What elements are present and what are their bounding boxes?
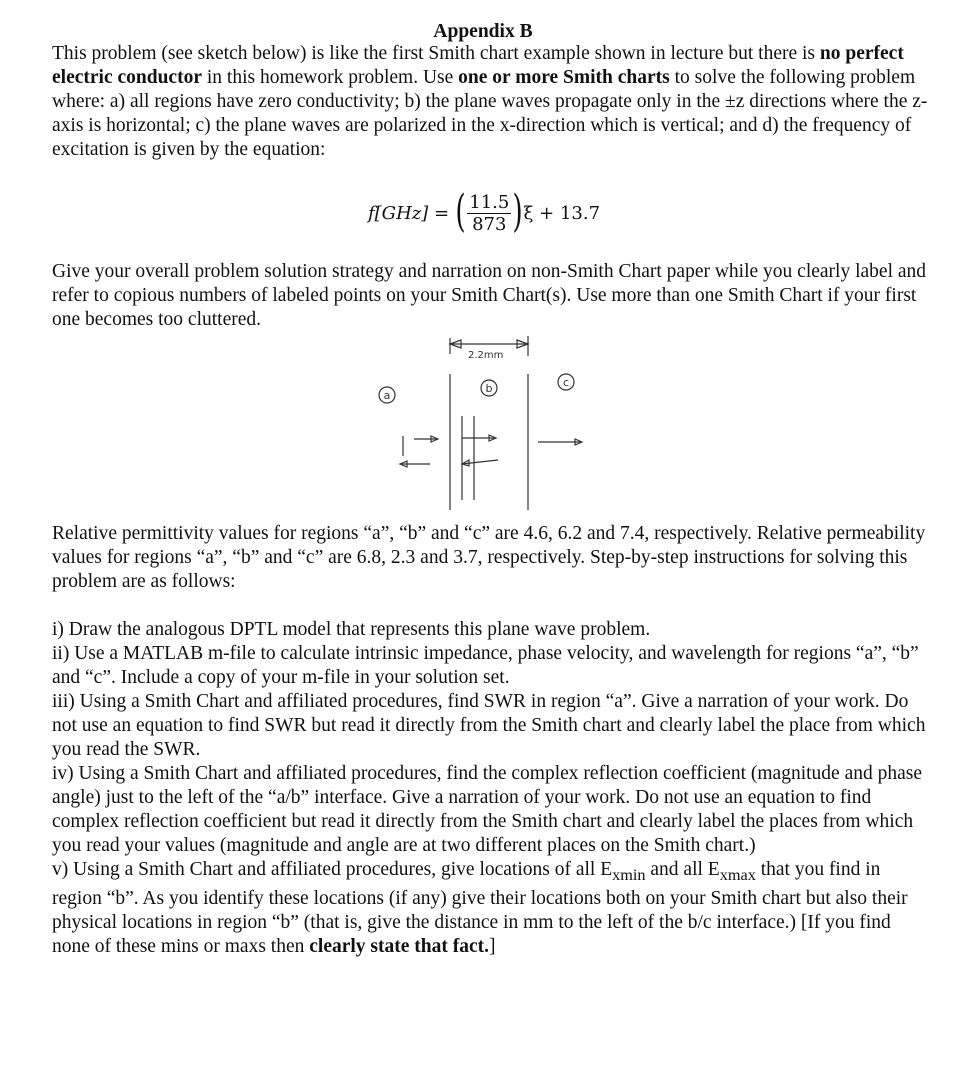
intro-text-1: This problem (see sketch below) is like the first Smith chart example shown in lecture but there is — [52, 43, 820, 64]
step-iv: iv) Using a Smith Chart and affiliated procedures, find the complex reflection coefficient (magnitude and phase angle) just to the left of the “a/b” interface. Give a narration of your work. Do not use an equation to find complex reflection coefficient but read it directly from the Smith chart and clearly label the places from which you read your values (magnitude and angle are at two different places on the Smith chart.) — [52, 763, 922, 856]
step-ii: ii) Use a MATLAB m-file to calculate intrinsic impedance, phase velocity, and wavelength for regions “a”, “b” and “c”. Include a copy of your m-file in your solution set. — [52, 643, 919, 688]
region-sketch — [370, 332, 600, 514]
intro-text-2: in this homework problem. Use — [201, 67, 459, 88]
intro-bold-1: no perfect electric conductor — [52, 43, 904, 88]
step-iii: iii) Using a Smith Chart and affiliated procedures, find SWR in region “a”. Give a narration of your work. Do not use an equation to find SWR but read it directly from the Smith chart and clearly label the place from which you read the SWR. — [52, 691, 926, 760]
equation-numerator: 11.5 — [469, 191, 510, 213]
appendix-title: Appendix B — [433, 21, 533, 42]
step-v-sub-xmin: xmin — [612, 865, 646, 884]
intro-text-3: to solve the following problem where: a) all regions have zero conductivity; b) the plane waves propagate only in the ±z directions where the z-axis is horizontal; c) the plane waves are polarized in the x-direction which is vertical; and d) the frequency of excitation is given by the equation: — [52, 67, 928, 160]
step-v — [52, 858, 932, 959]
intro-bold-2: one or more Smith charts — [458, 67, 670, 88]
equation-denominator: 873 — [472, 213, 507, 235]
step-v-text-2: and all E — [645, 859, 720, 880]
sketch-svg — [370, 332, 600, 514]
frequency-equation — [368, 186, 600, 242]
step-v-end: ] — [489, 935, 496, 957]
intro-paragraph — [52, 42, 932, 162]
step-v-bold: clearly state that fact. — [309, 935, 490, 957]
steps-list — [52, 618, 932, 959]
step-i: i) Draw the analogous DPTL model that represents this plane wave problem. — [52, 619, 651, 640]
dimension-label: 2.2mm — [468, 350, 504, 361]
equation-fraction — [467, 193, 511, 236]
left-paren: ( — [455, 186, 466, 237]
equation-rhs: ξ + 13.7 — [523, 203, 601, 224]
region-a-label: a — [383, 389, 391, 402]
strategy-paragraph: Give your overall problem solution strategy and narration on non-Smith Chart paper while you clearly label and refer to copious numbers of labeled points on your Smith Chart(s). Use more than one Smith Chart if your first one becomes too cluttered. — [52, 261, 927, 330]
region-c-label: c — [562, 376, 570, 389]
equation-lhs: f[GHz] = — [368, 203, 450, 224]
materials-paragraph: Relative permittivity values for regions “a”, “b” and “c” are 4.6, 6.2 and 7.4, respectively. Relative permeability values for regions “a”, “b” and “c” are 6.8, 2.3 and 3.7, respectively. Step-by-step instructions for solving this problem are as follows: — [52, 523, 926, 592]
step-v-text-1: v) Using a Smith Chart and affiliated procedures, give locations of all E — [52, 859, 613, 880]
step-v-sub-xmax: xmax — [719, 865, 756, 884]
region-b-label: b — [485, 382, 493, 395]
step-v-text-3: that you find in region “b”. As you identify these locations (if any) give their locations both on your Smith chart but also their physical locations in region “b” (that is, give the distance in mm to the left of the b/c interface.) [If you find none of these mins or maxs then — [52, 859, 908, 957]
right-paren: ) — [512, 186, 524, 237]
